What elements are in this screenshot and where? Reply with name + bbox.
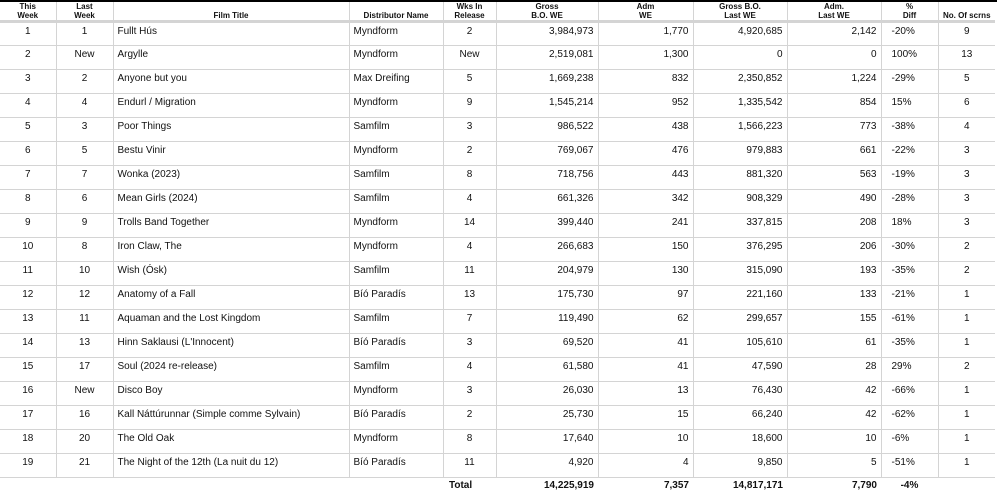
table-row[interactable] (0, 406, 995, 430)
cell-no-of-scrns[interactable]: 5 (938, 70, 995, 94)
cell-adm-last-we[interactable]: 133 (787, 286, 881, 310)
table-row[interactable] (0, 430, 995, 454)
cell-adm-we[interactable]: 150 (598, 238, 693, 262)
cell-adm-last-we[interactable]: 563 (787, 166, 881, 190)
cell-adm-last-we[interactable]: 490 (787, 190, 881, 214)
total-diff: -4% (900, 480, 919, 491)
cell-wks-in-release[interactable]: 3 (443, 382, 496, 406)
cell-film-title[interactable]: Poor Things (113, 118, 349, 142)
cell-gross-bo-we[interactable]: 986,522 (496, 118, 598, 142)
cell-distributor[interactable]: Samfilm (349, 310, 443, 334)
cell-last-week[interactable]: 4 (56, 94, 113, 118)
cell-adm-we[interactable]: 1,770 (598, 22, 693, 46)
cell-this-week[interactable]: 7 (0, 166, 56, 190)
cell-adm-last-we[interactable]: 61 (787, 334, 881, 358)
cell-this-week[interactable]: 9 (0, 214, 56, 238)
cell-film-title[interactable]: The Old Oak (113, 430, 349, 454)
cell-gross-bo-last-we[interactable]: 221,160 (693, 286, 787, 310)
cell-gross-bo-last-we[interactable]: 1,566,223 (693, 118, 787, 142)
cell-gross-bo-we[interactable]: 61,580 (496, 358, 598, 382)
cell-no-of-scrns[interactable]: 3 (938, 190, 995, 214)
cell-adm-we[interactable]: 130 (598, 262, 693, 286)
cell-adm-we[interactable]: 342 (598, 190, 693, 214)
cell-no-of-scrns[interactable]: 13 (938, 46, 995, 70)
header-wks-in-release[interactable]: Wks In Release (443, 2, 496, 22)
cell-pct-diff[interactable]: -30% (881, 238, 938, 262)
header-gross-bo-last-we[interactable]: Gross B.O. Last WE (693, 2, 787, 22)
cell-gross-bo-last-we[interactable]: 76,430 (693, 382, 787, 406)
cell-pct-diff[interactable]: 29% (881, 358, 938, 382)
cell-distributor[interactable]: Myndform (349, 430, 443, 454)
cell-no-of-scrns[interactable]: 3 (938, 142, 995, 166)
cell-gross-bo-we[interactable]: 204,979 (496, 262, 598, 286)
cell-gross-bo-last-we[interactable]: 376,295 (693, 238, 787, 262)
cell-adm-we[interactable]: 13 (598, 382, 693, 406)
cell-adm-last-we[interactable]: 193 (787, 262, 881, 286)
cell-pct-diff[interactable]: -38% (881, 118, 938, 142)
cell-adm-last-we[interactable]: 2,142 (787, 22, 881, 46)
table-row[interactable] (0, 46, 995, 70)
cell-this-week[interactable]: 4 (0, 94, 56, 118)
cell-gross-bo-we[interactable]: 119,490 (496, 310, 598, 334)
cell-gross-bo-we[interactable]: 175,730 (496, 286, 598, 310)
cell-wks-in-release[interactable]: 3 (443, 334, 496, 358)
cell-adm-we[interactable]: 1,300 (598, 46, 693, 70)
total-adm: 7,357 (663, 480, 689, 491)
cell-film-title[interactable]: Endurl / Migration (113, 94, 349, 118)
cell-gross-bo-last-we[interactable]: 4,920,685 (693, 22, 787, 46)
cell-gross-bo-last-we[interactable]: 0 (693, 46, 787, 70)
cell-this-week[interactable]: 1 (0, 22, 56, 46)
cell-no-of-scrns[interactable]: 4 (938, 118, 995, 142)
cell-wks-in-release[interactable]: 8 (443, 166, 496, 190)
cell-pct-diff[interactable]: -22% (881, 142, 938, 166)
cell-last-week[interactable]: 17 (56, 358, 113, 382)
cell-gross-bo-we[interactable]: 399,440 (496, 214, 598, 238)
cell-pct-diff[interactable]: -28% (881, 190, 938, 214)
header-adm-we[interactable]: Adm WE (598, 2, 693, 22)
cell-pct-diff[interactable]: -61% (881, 310, 938, 334)
cell-this-week[interactable]: 10 (0, 238, 56, 262)
cell-wks-in-release[interactable]: 14 (443, 214, 496, 238)
cell-pct-diff[interactable]: -35% (881, 334, 938, 358)
cell-gross-bo-last-we[interactable]: 47,590 (693, 358, 787, 382)
cell-no-of-scrns[interactable]: 1 (938, 430, 995, 454)
cell-gross-bo-last-we[interactable]: 9,850 (693, 454, 787, 478)
cell-film-title[interactable]: Aquaman and the Lost Kingdom (113, 310, 349, 334)
cell-gross-bo-we[interactable]: 26,030 (496, 382, 598, 406)
cell-adm-we[interactable]: 241 (598, 214, 693, 238)
cell-last-week[interactable]: 12 (56, 286, 113, 310)
cell-no-of-scrns[interactable]: 2 (938, 358, 995, 382)
cell-distributor[interactable]: Bíó Paradís (349, 454, 443, 478)
header-adm-last-we[interactable]: Adm. Last WE (787, 2, 881, 22)
cell-distributor[interactable]: Samfilm (349, 262, 443, 286)
cell-film-title[interactable]: Bestu Vinir (113, 142, 349, 166)
table-row[interactable] (0, 190, 995, 214)
total-gross-last: 14,817,171 (732, 480, 783, 491)
cell-pct-diff[interactable]: 15% (881, 94, 938, 118)
cell-pct-diff[interactable]: -6% (881, 430, 938, 454)
cell-last-week[interactable]: 21 (56, 454, 113, 478)
cell-distributor[interactable]: Bíó Paradís (349, 334, 443, 358)
cell-this-week[interactable]: 15 (0, 358, 56, 382)
cell-adm-we[interactable]: 62 (598, 310, 693, 334)
cell-film-title[interactable]: Kall Náttúrunnar (Simple comme Sylvain) (113, 406, 349, 430)
total-empty (113, 478, 349, 494)
cell-gross-bo-last-we[interactable]: 299,657 (693, 310, 787, 334)
cell-film-title[interactable]: Wonka (2023) (113, 166, 349, 190)
cell-distributor[interactable]: Bíó Paradís (349, 286, 443, 310)
cell-last-week[interactable]: 9 (56, 214, 113, 238)
cell-pct-diff[interactable]: 100% (881, 46, 938, 70)
cell-adm-we[interactable]: 832 (598, 70, 693, 94)
cell-gross-bo-last-we[interactable]: 315,090 (693, 262, 787, 286)
cell-adm-last-we[interactable]: 42 (787, 406, 881, 430)
cell-gross-bo-we[interactable]: 718,756 (496, 166, 598, 190)
cell-gross-bo-we[interactable]: 769,067 (496, 142, 598, 166)
cell-adm-last-we[interactable]: 0 (787, 46, 881, 70)
cell-this-week[interactable]: 18 (0, 430, 56, 454)
cell-film-title[interactable]: Anyone but you (113, 70, 349, 94)
table-row[interactable] (0, 358, 995, 382)
cell-adm-last-we[interactable]: 208 (787, 214, 881, 238)
cell-no-of-scrns[interactable]: 1 (938, 310, 995, 334)
cell-film-title[interactable]: Anatomy of a Fall (113, 286, 349, 310)
cell-last-week[interactable]: 7 (56, 166, 113, 190)
cell-pct-diff[interactable]: -19% (881, 166, 938, 190)
cell-adm-last-we[interactable]: 155 (787, 310, 881, 334)
cell-wks-in-release[interactable]: 4 (443, 238, 496, 262)
cell-adm-we[interactable]: 443 (598, 166, 693, 190)
cell-this-week[interactable]: 13 (0, 310, 56, 334)
cell-adm-we[interactable]: 476 (598, 142, 693, 166)
table-row[interactable] (0, 70, 995, 94)
cell-adm-we[interactable]: 41 (598, 334, 693, 358)
cell-gross-bo-we[interactable]: 17,640 (496, 430, 598, 454)
cell-adm-last-we[interactable]: 854 (787, 94, 881, 118)
cell-no-of-scrns[interactable]: 6 (938, 94, 995, 118)
cell-this-week[interactable]: 5 (0, 118, 56, 142)
cell-adm-we[interactable]: 15 (598, 406, 693, 430)
cell-pct-diff[interactable]: -29% (881, 70, 938, 94)
cell-adm-we[interactable]: 41 (598, 358, 693, 382)
cell-no-of-scrns[interactable]: 1 (938, 334, 995, 358)
cell-gross-bo-last-we[interactable]: 1,335,542 (693, 94, 787, 118)
cell-film-title[interactable]: Iron Claw, The (113, 238, 349, 262)
cell-wks-in-release[interactable]: 8 (443, 430, 496, 454)
cell-distributor[interactable]: Samfilm (349, 190, 443, 214)
cell-last-week[interactable]: 5 (56, 142, 113, 166)
cell-wks-in-release[interactable]: 13 (443, 286, 496, 310)
cell-last-week[interactable]: 10 (56, 262, 113, 286)
cell-pct-diff[interactable]: -21% (881, 286, 938, 310)
cell-last-week[interactable]: 6 (56, 190, 113, 214)
cell-wks-in-release[interactable]: 2 (443, 22, 496, 46)
cell-distributor[interactable]: Myndform (349, 142, 443, 166)
header-pct-diff[interactable]: % Diff (881, 2, 938, 22)
cell-wks-in-release[interactable]: 4 (443, 190, 496, 214)
cell-last-week[interactable]: 2 (56, 70, 113, 94)
box-office-table (0, 2, 995, 494)
cell-gross-bo-we[interactable]: 1,545,214 (496, 94, 598, 118)
cell-film-title[interactable]: Disco Boy (113, 382, 349, 406)
table-row[interactable] (0, 262, 995, 286)
cell-adm-last-we[interactable]: 773 (787, 118, 881, 142)
cell-adm-we[interactable]: 10 (598, 430, 693, 454)
table-row[interactable] (0, 382, 995, 406)
cell-this-week[interactable]: 12 (0, 286, 56, 310)
table-row[interactable] (0, 238, 995, 262)
header-film-title[interactable]: Film Title (113, 2, 349, 22)
cell-this-week[interactable]: 6 (0, 142, 56, 166)
cell-distributor[interactable]: Myndform (349, 382, 443, 406)
cell-pct-diff[interactable]: -51% (881, 454, 938, 478)
table-row[interactable] (0, 94, 995, 118)
cell-wks-in-release[interactable]: 11 (443, 262, 496, 286)
cell-gross-bo-we[interactable]: 3,984,973 (496, 22, 598, 46)
cell-gross-bo-we[interactable]: 2,519,081 (496, 46, 598, 70)
cell-no-of-scrns[interactable]: 2 (938, 262, 995, 286)
cell-wks-in-release[interactable]: 7 (443, 310, 496, 334)
cell-no-of-scrns[interactable]: 2 (938, 238, 995, 262)
total-empty (349, 478, 443, 494)
cell-adm-last-we[interactable]: 661 (787, 142, 881, 166)
cell-pct-diff[interactable]: -35% (881, 262, 938, 286)
cell-no-of-scrns[interactable]: 3 (938, 214, 995, 238)
cell-adm-we[interactable]: 438 (598, 118, 693, 142)
cell-distributor[interactable]: Max Dreifing (349, 70, 443, 94)
cell-gross-bo-last-we[interactable]: 979,883 (693, 142, 787, 166)
table-row[interactable] (0, 118, 995, 142)
cell-this-week[interactable]: 11 (0, 262, 56, 286)
cell-gross-bo-last-we[interactable]: 337,815 (693, 214, 787, 238)
cell-wks-in-release[interactable]: 11 (443, 454, 496, 478)
cell-pct-diff[interactable]: -20% (881, 22, 938, 46)
cell-distributor[interactable]: Myndform (349, 22, 443, 46)
cell-last-week[interactable]: New (56, 46, 113, 70)
cell-film-title[interactable]: Hinn Saklausi (L'Innocent) (113, 334, 349, 358)
cell-last-week[interactable]: 3 (56, 118, 113, 142)
cell-last-week[interactable]: 11 (56, 310, 113, 334)
cell-film-title[interactable]: The Night of the 12th (La nuit du 12) (113, 454, 349, 478)
cell-wks-in-release[interactable]: 9 (443, 94, 496, 118)
cell-wks-in-release[interactable]: 5 (443, 70, 496, 94)
cell-gross-bo-last-we[interactable]: 18,600 (693, 430, 787, 454)
total-label: Total (449, 480, 473, 491)
cell-wks-in-release[interactable]: 4 (443, 358, 496, 382)
cell-this-week[interactable]: 17 (0, 406, 56, 430)
cell-pct-diff[interactable]: 18% (881, 214, 938, 238)
cell-distributor[interactable]: Samfilm (349, 166, 443, 190)
cell-gross-bo-we[interactable]: 4,920 (496, 454, 598, 478)
header-last-week[interactable]: Last Week (56, 2, 113, 22)
cell-distributor[interactable]: Samfilm (349, 118, 443, 142)
cell-last-week[interactable]: New (56, 382, 113, 406)
cell-film-title[interactable]: Soul (2024 re-release) (113, 358, 349, 382)
cell-adm-last-we[interactable]: 28 (787, 358, 881, 382)
cell-film-title[interactable]: Argylle (113, 46, 349, 70)
table-row[interactable] (0, 286, 995, 310)
total-empty (56, 478, 113, 494)
cell-gross-bo-last-we[interactable]: 2,350,852 (693, 70, 787, 94)
total-gross: 14,225,919 (543, 480, 594, 491)
cell-no-of-scrns[interactable]: 1 (938, 286, 995, 310)
cell-no-of-scrns[interactable]: 3 (938, 166, 995, 190)
table-row[interactable] (0, 334, 995, 358)
cell-no-of-scrns[interactable]: 9 (938, 22, 995, 46)
cell-adm-we[interactable]: 4 (598, 454, 693, 478)
cell-adm-we[interactable]: 97 (598, 286, 693, 310)
cell-distributor[interactable]: Myndform (349, 238, 443, 262)
cell-wks-in-release[interactable]: 2 (443, 142, 496, 166)
cell-distributor[interactable]: Myndform (349, 94, 443, 118)
cell-distributor[interactable]: Bíó Paradís (349, 406, 443, 430)
cell-this-week[interactable]: 14 (0, 334, 56, 358)
table-row[interactable] (0, 214, 995, 238)
cell-no-of-scrns[interactable]: 1 (938, 406, 995, 430)
cell-no-of-scrns[interactable]: 1 (938, 454, 995, 478)
cell-last-week[interactable]: 1 (56, 22, 113, 46)
cell-adm-last-we[interactable]: 5 (787, 454, 881, 478)
cell-no-of-scrns[interactable]: 1 (938, 382, 995, 406)
header-distributor-name[interactable]: Distributor Name (349, 2, 443, 22)
cell-adm-last-we[interactable]: 1,224 (787, 70, 881, 94)
cell-last-week[interactable]: 20 (56, 430, 113, 454)
cell-last-week[interactable]: 13 (56, 334, 113, 358)
total-empty (0, 478, 56, 494)
cell-gross-bo-last-we[interactable]: 105,610 (693, 334, 787, 358)
cell-gross-bo-last-we[interactable]: 881,320 (693, 166, 787, 190)
cell-wks-in-release[interactable]: 3 (443, 118, 496, 142)
total-empty (938, 478, 995, 494)
cell-this-week[interactable]: 3 (0, 70, 56, 94)
table-row[interactable] (0, 310, 995, 334)
cell-gross-bo-we[interactable]: 25,730 (496, 406, 598, 430)
cell-pct-diff[interactable]: -66% (881, 382, 938, 406)
total-adm-last: 7,790 (851, 480, 877, 491)
cell-wks-in-release[interactable]: 2 (443, 406, 496, 430)
cell-last-week[interactable]: 8 (56, 238, 113, 262)
cell-film-title[interactable]: Wish (Ósk) (113, 262, 349, 286)
cell-this-week[interactable]: 8 (0, 190, 56, 214)
header-this-week[interactable]: This Week (0, 2, 56, 22)
cell-gross-bo-we[interactable]: 1,669,238 (496, 70, 598, 94)
cell-adm-last-we[interactable]: 206 (787, 238, 881, 262)
cell-adm-last-we[interactable]: 10 (787, 430, 881, 454)
cell-gross-bo-last-we[interactable]: 908,329 (693, 190, 787, 214)
cell-wks-in-release[interactable]: New (443, 46, 496, 70)
table-row[interactable] (0, 166, 995, 190)
header-gross-bo-we[interactable]: Gross B.O. WE (496, 2, 598, 22)
cell-film-title[interactable]: Mean Girls (2024) (113, 190, 349, 214)
cell-this-week[interactable]: 2 (0, 46, 56, 70)
cell-gross-bo-we[interactable]: 69,520 (496, 334, 598, 358)
cell-this-week[interactable]: 16 (0, 382, 56, 406)
cell-film-title[interactable]: Trolls Band Together (113, 214, 349, 238)
cell-adm-we[interactable]: 952 (598, 94, 693, 118)
header-row (0, 2, 995, 22)
cell-pct-diff[interactable]: -62% (881, 406, 938, 430)
header-no-of-scrns[interactable]: No. Of scrns (938, 2, 995, 22)
cell-distributor[interactable]: Myndform (349, 46, 443, 70)
cell-adm-last-we[interactable]: 42 (787, 382, 881, 406)
cell-gross-bo-we[interactable]: 661,326 (496, 190, 598, 214)
cell-distributor[interactable]: Samfilm (349, 358, 443, 382)
table-row[interactable] (0, 142, 995, 166)
cell-gross-bo-we[interactable]: 266,683 (496, 238, 598, 262)
total-row (0, 478, 995, 494)
cell-film-title[interactable]: Fullt Hús (113, 22, 349, 46)
cell-distributor[interactable]: Myndform (349, 214, 443, 238)
table-row[interactable] (0, 22, 995, 46)
cell-last-week[interactable]: 16 (56, 406, 113, 430)
cell-this-week[interactable]: 19 (0, 454, 56, 478)
cell-gross-bo-last-we[interactable]: 66,240 (693, 406, 787, 430)
table-row[interactable] (0, 454, 995, 478)
